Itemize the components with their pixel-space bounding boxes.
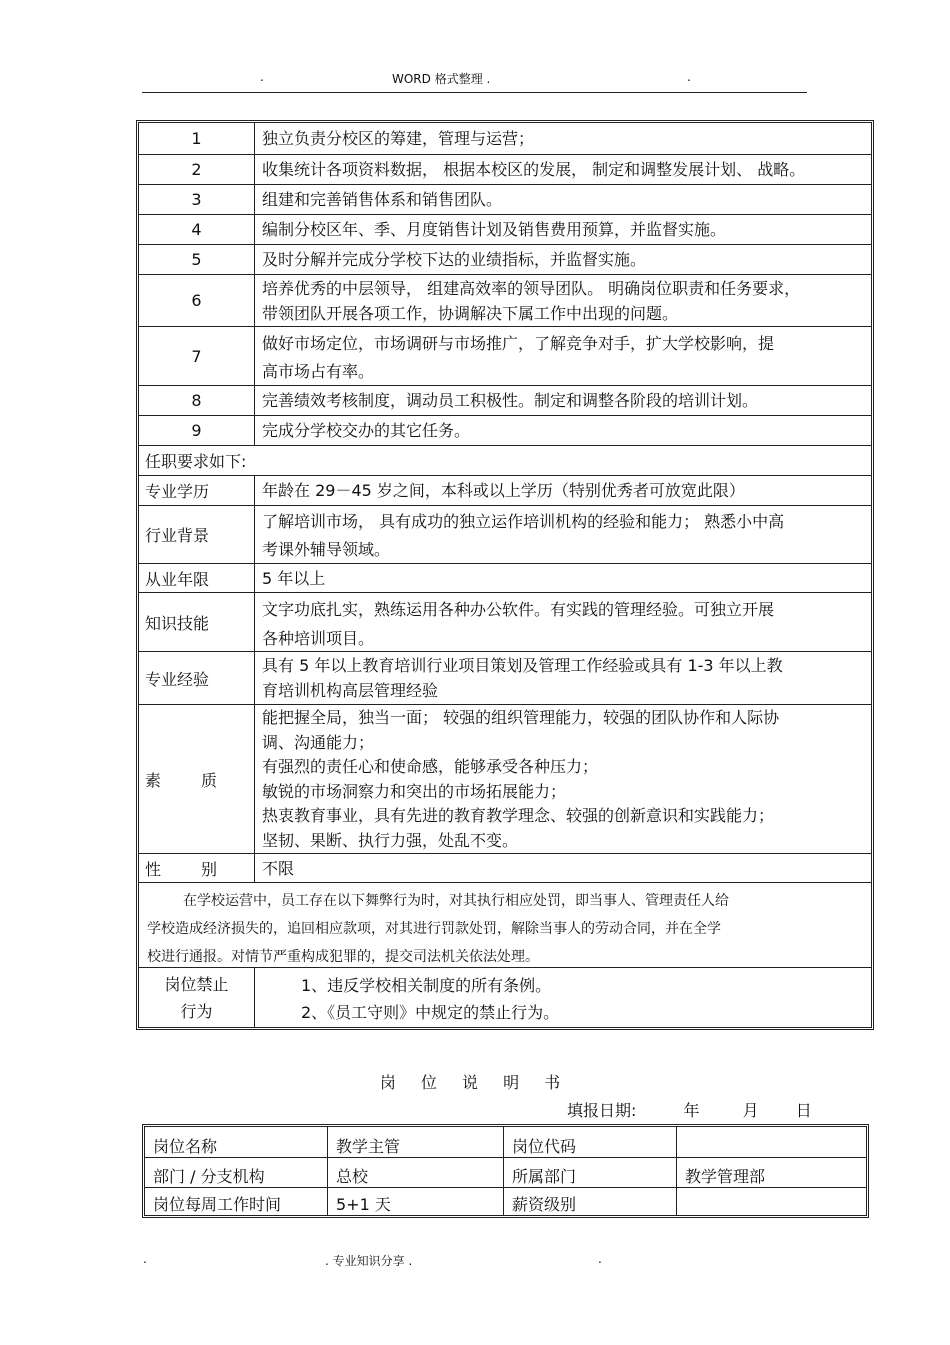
field-value: 教学管理部 xyxy=(685,1167,766,1186)
duty-text: 完成分学校交办的其它任务。 xyxy=(262,421,471,440)
field-label: 薪资级别 xyxy=(504,1187,677,1215)
field-value: 教学主管 xyxy=(328,1127,504,1157)
requirements-heading-row xyxy=(139,445,871,475)
duty-row xyxy=(139,274,871,326)
duty-row xyxy=(139,326,871,385)
duty-number: 3 xyxy=(139,185,255,214)
table-row xyxy=(145,1127,866,1158)
requirement-row xyxy=(139,475,871,505)
date-label: 填报日期: xyxy=(567,1101,637,1120)
prohibited-item: 1、违反学校相关制度的所有条例。 xyxy=(301,976,552,995)
fill-date xyxy=(567,1098,812,1121)
requirement-text-line: 敏锐的市场洞察力和突出的市场拓展能力； xyxy=(262,781,567,801)
field-value xyxy=(677,1127,866,1157)
gender-label-b: 别 xyxy=(201,859,218,879)
requirement-label: 专业经验 xyxy=(139,652,255,704)
field-value xyxy=(677,1187,866,1215)
requirements-heading: 任职要求如下: xyxy=(145,452,247,471)
page-header xyxy=(142,70,807,93)
requirement-row xyxy=(139,853,871,882)
requirement-text-line: 了解培训市场， 具有成功的独立运作培训机构的经验和能力； 熟悉小中高 xyxy=(262,512,785,531)
conduct-note-line: 学校造成经济损失的，追回相应款项，对其进行罚款处罚，解除当事人的劳动合同，并在全学 xyxy=(147,921,721,937)
prohibited-label xyxy=(139,968,255,1027)
requirement-label xyxy=(139,705,255,853)
duty-row xyxy=(139,385,871,415)
requirement-row xyxy=(139,651,871,704)
prohibited-item: 2、《员工守则》中规定的禁止行为。 xyxy=(301,1003,560,1022)
conduct-note xyxy=(139,883,871,971)
field-value: 总校 xyxy=(328,1157,504,1187)
conduct-note-line: 校进行通报。对情节严重构成犯罪的，提交司法机关依法处理。 xyxy=(147,949,539,965)
field-label: 所属部门 xyxy=(504,1157,677,1187)
footer-dot-left: . xyxy=(143,1252,147,1266)
date-year: 年 xyxy=(683,1101,700,1120)
duty-text xyxy=(255,275,871,326)
duty-text: 独立负责分校区的筹建，管理与运营； xyxy=(262,129,535,148)
duty-number: 2 xyxy=(139,155,255,184)
gender-label-a: 性 xyxy=(145,859,162,879)
requirement-text: 不限 xyxy=(262,858,295,878)
duty-text: 收集统计各项资料数据， 根据本校区的发展， 制定和调整发展计划、 战略。 xyxy=(262,160,806,179)
quality-label-b: 质 xyxy=(201,770,218,790)
requirement-text-line: 各种培训项目。 xyxy=(262,629,375,648)
requirement-text xyxy=(255,506,871,563)
requirement-text xyxy=(255,652,871,704)
duty-row xyxy=(139,214,871,244)
duty-text: 组建和完善销售体系和销售团队。 xyxy=(262,190,503,209)
requirement-text-line: 文字功底扎实，熟练运用各种办公软件。有实践的管理经验。可独立开展 xyxy=(262,600,775,619)
prohibited-label-line: 岗位禁止 xyxy=(164,974,229,994)
field-value: 5+1 天 xyxy=(328,1187,504,1215)
conduct-note-row xyxy=(139,882,871,967)
date-month: 月 xyxy=(742,1101,759,1120)
header-dot-left: . xyxy=(260,70,264,84)
duty-text-line: 高市场占有率。 xyxy=(262,362,375,381)
job-duties-table xyxy=(136,120,874,1030)
quality-label-a: 素 xyxy=(145,770,162,790)
duty-number: 5 xyxy=(139,245,255,274)
requirement-text-line: 有强烈的责任心和使命感，能够承受各种压力； xyxy=(262,757,599,776)
requirement-row xyxy=(139,592,871,651)
field-label: 部门 / 分支机构 xyxy=(145,1157,328,1187)
requirement-text: 年龄在 29－45 岁之间，本科或以上学历（特别优秀者可放宽此限） xyxy=(262,481,745,500)
duty-row xyxy=(139,415,871,445)
job-description-title: 岗 位 说 明 书 xyxy=(379,1073,571,1092)
field-label: 岗位名称 xyxy=(145,1127,328,1157)
requirement-label: 专业学历 xyxy=(139,476,255,505)
table-row xyxy=(145,1157,866,1188)
date-day: 日 xyxy=(795,1101,812,1120)
requirement-row xyxy=(139,505,871,563)
duty-row xyxy=(139,244,871,274)
duty-number: 9 xyxy=(139,416,255,445)
requirement-text-line: 坚韧、果断、执行力强，处乱不变。 xyxy=(262,830,519,850)
duty-number: 6 xyxy=(139,275,255,326)
requirement-text-line: 考课外辅导领域。 xyxy=(262,540,391,559)
duty-row xyxy=(139,184,871,214)
requirement-text-line: 具有 5 年以上教育培训行业项目策划及管理工作经验或具有 1-3 年以上教 xyxy=(262,656,783,675)
duty-text xyxy=(255,327,871,385)
requirement-text-line: 热衷教育事业，具有先进的教育教学理念、较强的创新意识和实践能力； xyxy=(262,806,775,825)
prohibited-items xyxy=(255,968,871,1027)
duty-row xyxy=(139,123,871,154)
duty-row xyxy=(139,154,871,184)
conduct-note-line: 在学校运营中，员工存在以下舞弊行为时，对其执行相应处罚，即当事人、管理责任人给 xyxy=(183,893,729,909)
requirement-row xyxy=(139,704,871,853)
requirement-text xyxy=(255,593,871,651)
duty-text: 完善绩效考核制度，调动员工积极性。制定和调整各阶段的培训计划。 xyxy=(262,391,759,410)
prohibited-row xyxy=(139,967,871,1027)
requirement-text xyxy=(255,705,871,853)
requirement-label xyxy=(139,854,255,882)
requirement-text-line: 育培训机构高层管理经验 xyxy=(262,681,439,700)
requirement-label: 从业年限 xyxy=(139,564,255,592)
header-dot-right: . xyxy=(687,70,691,84)
requirement-text: 5 年以上 xyxy=(262,568,326,588)
requirement-row xyxy=(139,563,871,592)
duty-text-line: 做好市场定位，市场调研与市场推广，了解竞争对手，扩大学校影响，提 xyxy=(262,334,775,353)
field-label: 岗位代码 xyxy=(504,1127,677,1157)
field-label: 岗位每周工作时间 xyxy=(145,1187,328,1215)
duty-number: 4 xyxy=(139,215,255,244)
prohibited-label-line: 行为 xyxy=(180,1001,213,1021)
position-info-table xyxy=(142,1124,869,1218)
duty-text: 及时分解并完成分学校下达的业绩指标，并监督实施。 xyxy=(262,250,647,269)
duty-number: 8 xyxy=(139,386,255,415)
duty-text-line: 培养优秀的中层领导， 组建高效率的领导团队。 明确岗位职责和任务要求， xyxy=(262,279,801,298)
requirement-text-line: 能把握全局，独当一面； 较强的组织管理能力，较强的团队协作和人际协 xyxy=(262,708,780,727)
footer-text: . 专业知识分享 . xyxy=(325,1254,413,1268)
requirement-label: 知识技能 xyxy=(139,593,255,651)
duty-number: 1 xyxy=(139,123,255,154)
requirement-text-line: 调、沟通能力； xyxy=(262,732,375,752)
table-row xyxy=(145,1187,866,1215)
header-title: WORD 格式整理 . xyxy=(392,72,491,86)
duty-number: 7 xyxy=(139,327,255,385)
duty-text: 编制分校区年、季、月度销售计划及销售费用预算，并监督实施。 xyxy=(262,220,727,239)
footer-dot-right: . xyxy=(598,1252,602,1266)
duty-text-line: 带领团队开展各项工作，协调解决下属工作中出现的问题。 xyxy=(262,304,679,323)
requirement-label: 行业背景 xyxy=(139,506,255,563)
